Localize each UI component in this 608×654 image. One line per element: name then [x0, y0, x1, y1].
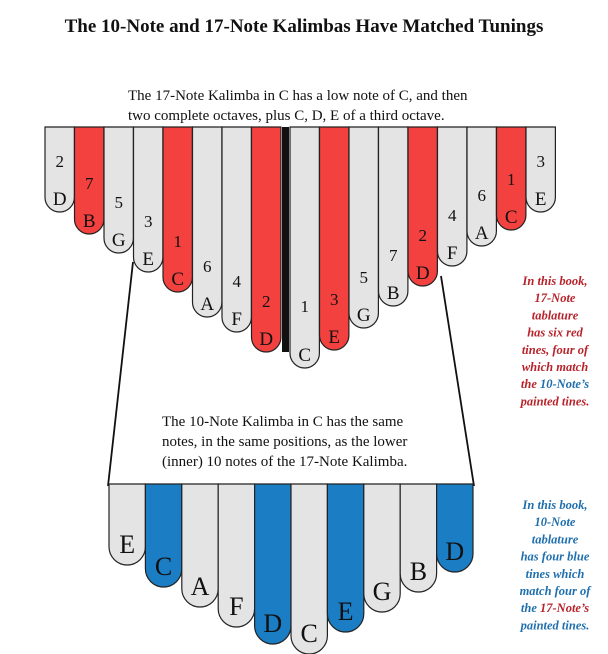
tine-17-note-label: F — [231, 309, 242, 330]
tine-17-note-label: E — [328, 327, 341, 348]
tine-17-4 — [134, 127, 163, 272]
sidenote-line-part: 17-Note — [534, 291, 576, 306]
tine-17-number-label: 3 — [329, 290, 339, 309]
tine-17-note-label: B — [82, 211, 96, 232]
tine-17-number-label: 5 — [359, 268, 368, 287]
tine-17-number-label: 1 — [300, 297, 309, 316]
caption-10-line-2: notes, in the same positions, as the lower — [162, 434, 408, 450]
tine-10-note-label: A — [190, 572, 210, 601]
tine-17-note-label: E — [534, 189, 547, 210]
tine-17-10 — [320, 127, 349, 350]
tine-17-note-label: C — [504, 207, 518, 228]
tine-17-body — [222, 127, 251, 332]
kalimba-17-note — [45, 127, 555, 368]
tine-17-5 — [163, 127, 192, 292]
tine-17-12 — [379, 127, 408, 306]
sidenote-line-part: tablature — [531, 532, 579, 547]
tine-10-10 — [437, 484, 473, 572]
tine-17-16 — [497, 127, 526, 230]
tine-10-note-label: E — [119, 530, 136, 559]
tine-17-body — [252, 127, 281, 352]
kalimba-10-note — [109, 484, 473, 654]
tine-17-body — [320, 127, 349, 350]
tine-17-note-label: G — [356, 305, 371, 326]
tine-17-13 — [408, 127, 437, 286]
tine-10-3 — [182, 484, 218, 607]
tine-10-2 — [145, 484, 181, 587]
tine-17-note-label: A — [200, 294, 215, 315]
sidenote-line-part: 10-Note’s — [540, 377, 590, 392]
tine-17-number-label: 2 — [55, 152, 64, 171]
tine-17-body — [290, 127, 319, 368]
tine-17-note-label: C — [171, 269, 185, 290]
tine-17-9 — [290, 127, 319, 368]
tine-17-number-label: 3 — [143, 212, 153, 231]
tine-10-4 — [218, 484, 254, 627]
tine-17-11 — [349, 127, 378, 328]
tine-17-number-label: 6 — [202, 257, 212, 276]
tine-17-3 — [104, 127, 133, 253]
tine-17-body — [193, 127, 222, 317]
caption-17-note — [128, 88, 471, 124]
tine-17-note-label: D — [52, 189, 67, 210]
caption-10-line-1: The 10-Note Kalimba in C has the same — [162, 414, 404, 430]
tine-17-note-label: E — [142, 249, 155, 270]
sidenote-line-part: match four of — [519, 584, 591, 598]
tine-17-note-label: C — [298, 345, 312, 366]
tine-17-note-label: D — [415, 263, 430, 284]
tine-17-number-label: 5 — [114, 193, 123, 212]
tine-10-8 — [364, 484, 400, 612]
tine-10-7 — [327, 484, 363, 632]
tine-17-14 — [438, 127, 467, 266]
sidenote-line-part: the — [520, 601, 541, 616]
sidenote-line-part: painted tines. — [520, 618, 590, 633]
tine-17-note-label: F — [446, 243, 458, 264]
tine-10-note-label: B — [409, 557, 428, 586]
tine-17-number-label: 4 — [447, 206, 457, 225]
tine-10-1 — [109, 484, 145, 565]
sidenote-line-part: In this book, — [522, 274, 588, 288]
tine-17-1 — [45, 127, 74, 212]
connector-right — [441, 276, 474, 486]
center-divider — [282, 127, 289, 352]
tine-10-5 — [255, 484, 291, 644]
tine-10-9 — [400, 484, 436, 592]
caption-17-line-2: two complete octaves, plus C, D, E of a third octave. — [128, 108, 445, 124]
tine-17-number-label: 7 — [388, 246, 398, 265]
tine-17-17 — [526, 127, 555, 212]
tine-17-note-label: D — [259, 329, 274, 350]
tine-10-6 — [291, 484, 327, 654]
sidenote-line-part: tines which — [525, 566, 585, 581]
sidenote-line-part: has four blue — [520, 549, 590, 564]
tine-17-number-label: 2 — [261, 292, 271, 311]
tine-17-number-label: 7 — [84, 174, 94, 193]
sidenote-line-part: painted tines. — [520, 394, 590, 409]
tine-10-note-label: F — [229, 592, 244, 621]
sidenote-line-part: has six red — [527, 325, 583, 340]
caption-10-note — [162, 414, 411, 470]
tine-17-2 — [75, 127, 104, 234]
sidenote-10-note — [520, 498, 593, 632]
connector-left — [108, 262, 133, 486]
caption-10-line-3: (inner) 10 notes of the 17-Note Kalimba. — [162, 454, 408, 470]
tine-17-note-label: A — [474, 223, 489, 244]
sidenote-17-note — [520, 274, 590, 408]
tine-17-15 — [467, 127, 496, 246]
tine-17-number-label: 1 — [173, 232, 182, 251]
tine-17-body — [379, 127, 408, 306]
caption-17-line-1: The 17-Note Kalimba in C has a low note of C, and then — [128, 88, 468, 104]
tine-10-note-label: D — [263, 609, 283, 638]
sidenote-line-part: 17-Note’s — [540, 601, 590, 616]
tine-10-note-label: C — [154, 552, 173, 581]
tine-17-7 — [222, 127, 251, 332]
tine-17-number-label: 3 — [536, 152, 545, 171]
sidenote-line-part: which match — [521, 360, 589, 374]
diagram-title: The 10-Note and 17-Note Kalimbas Have Matched Tunings — [64, 16, 544, 37]
tine-10-note-label: D — [445, 537, 465, 566]
sidenote-line-part: 10-Note — [534, 515, 576, 530]
tine-17-number-label: 4 — [232, 272, 241, 291]
tine-17-number-label: 2 — [418, 226, 427, 245]
sidenote-line-part: In this book, — [522, 498, 588, 512]
tine-17-number-label: 1 — [506, 170, 516, 189]
tine-17-note-label: B — [386, 283, 400, 304]
tine-17-body — [163, 127, 192, 292]
tine-10-note-label: C — [300, 619, 318, 648]
tine-17-note-label: G — [111, 230, 126, 251]
sidenote-line-part: tines, four of — [521, 342, 589, 357]
sidenote-line-part: the — [520, 377, 541, 392]
tine-17-body — [349, 127, 378, 328]
tine-17-6 — [193, 127, 222, 317]
tine-17-number-label: 6 — [477, 186, 486, 205]
tine-10-note-label: G — [372, 577, 392, 606]
tine-10-note-label: E — [337, 597, 354, 626]
tine-17-8 — [252, 127, 281, 352]
sidenote-line-part: tablature — [531, 308, 579, 323]
